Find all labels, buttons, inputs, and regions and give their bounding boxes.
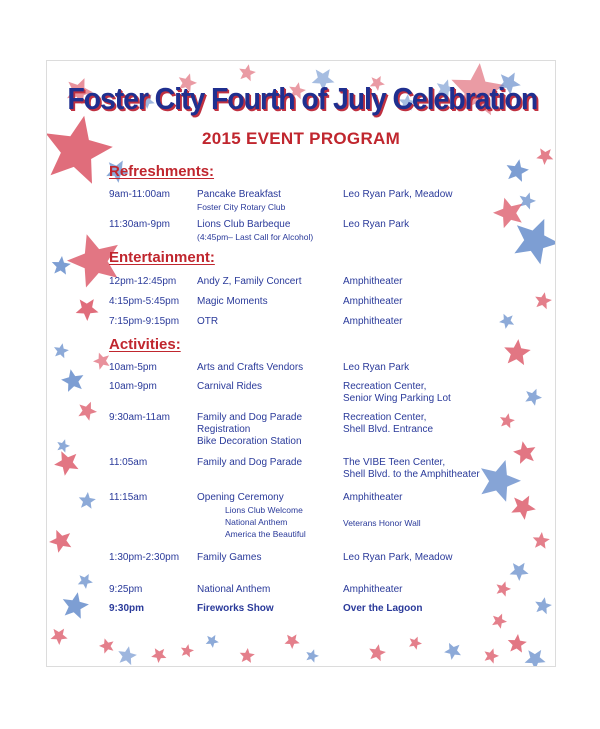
row-location-line: Recreation Center, (343, 381, 427, 392)
row-event-title: Opening Ceremony (197, 492, 284, 503)
page-title: Foster City Fourth of July Celebration (67, 81, 538, 116)
star-decoration (513, 441, 535, 464)
row-event: Andy Z, Family Concert (197, 276, 302, 287)
row-event: Family and Dog Parade (197, 457, 303, 468)
row-event-sub: National Anthem (225, 517, 288, 527)
star-decoration (54, 451, 78, 476)
row-time: 9:30pm (109, 603, 145, 614)
star-decoration (118, 646, 137, 665)
row-time: 4:15pm-5:45pm (109, 296, 180, 307)
star-decoration (500, 413, 515, 428)
star-decoration (79, 492, 96, 509)
row-time: 10am-9pm (109, 381, 157, 392)
star-decoration (306, 649, 319, 662)
star-decoration (444, 643, 461, 660)
row-time: 10am-5pm (109, 362, 157, 373)
star-decoration (369, 644, 386, 661)
star-decoration (47, 116, 113, 184)
star-decoration (508, 634, 527, 653)
star-decoration (497, 581, 512, 596)
row-location: Amphitheater (343, 296, 403, 307)
star-decoration (493, 198, 522, 228)
section-heading-entertainment: Entertainment: (109, 249, 215, 266)
program-page (46, 60, 556, 667)
star-decoration (525, 650, 546, 666)
star-decoration (520, 192, 536, 209)
star-decoration (511, 496, 536, 520)
row-location-sub: Veterans Honor Wall (343, 518, 421, 528)
row-time: 12pm-12:45pm (109, 276, 177, 287)
row-event: Family Games (197, 552, 262, 563)
row-time: 1:30pm-2:30pm (109, 552, 180, 563)
star-decoration (61, 369, 83, 392)
row-event (197, 492, 306, 540)
star-decoration (78, 402, 97, 421)
row-location: Amphitheater (343, 276, 403, 287)
star-decoration (57, 439, 70, 452)
row-location: Leo Ryan Park (343, 362, 410, 373)
star-decoration (481, 460, 521, 502)
star-decoration (54, 343, 69, 358)
row-location-line: The VIBE Teen Center, (343, 457, 446, 468)
row-time: 11:05am (109, 457, 148, 468)
star-decoration (93, 353, 110, 370)
star-decoration (206, 635, 219, 648)
section-heading-activities: Activities: (109, 336, 181, 353)
row-time: 9:30am-11am (109, 412, 170, 423)
page-subtitle: 2015 EVENT PROGRAM (201, 129, 401, 148)
star-decoration (76, 299, 99, 321)
row-location (343, 457, 480, 481)
row-location (343, 492, 421, 529)
star-decoration (525, 389, 542, 406)
row-event-line: Family and Dog Parade (197, 412, 303, 423)
row-location-line: Amphitheater (343, 492, 403, 503)
row-location-line: Senior Wing Parking Lot (343, 393, 451, 404)
row-event: National Anthem (197, 584, 271, 595)
row-time: 7:15pm-9:15pm (109, 316, 180, 327)
row-location-line: Shell Blvd. Entrance (343, 424, 434, 435)
star-decoration (514, 219, 555, 265)
row-event-sub: Lions Club Welcome (225, 505, 303, 515)
star-decoration (535, 597, 552, 614)
row-event-title: Pancake Breakfast (197, 189, 281, 200)
row-event-line: Registration (197, 424, 251, 435)
star-decoration (536, 148, 553, 165)
star-decoration (78, 574, 93, 589)
star-decoration (485, 648, 500, 663)
row-time: 9:25pm (109, 584, 143, 595)
row-event-line: Bike Decoration Station (197, 436, 302, 447)
row-event-sub: Foster City Rotary Club (197, 202, 286, 212)
star-decoration (151, 648, 166, 663)
row-time: 11:15am (109, 492, 148, 503)
row-event: Magic Moments (197, 296, 268, 307)
row-event: Carnival Rides (197, 381, 263, 392)
row-event-title: Lions Club Barbeque (197, 219, 291, 230)
star-decoration (285, 634, 300, 649)
star-decoration (507, 159, 529, 182)
row-location-line: Recreation Center, (343, 412, 427, 423)
star-decoration (492, 614, 507, 629)
star-decoration (535, 292, 552, 309)
star-decoration (181, 644, 194, 657)
row-location: Leo Ryan Park (343, 219, 410, 230)
star-decoration (409, 637, 422, 650)
row-event (197, 412, 302, 448)
row-location: Amphitheater (343, 584, 403, 595)
star-decoration (49, 530, 71, 553)
star-decoration (504, 339, 531, 365)
star-decoration (240, 648, 255, 663)
row-location (343, 381, 451, 405)
star-decoration (533, 532, 550, 549)
row-event (197, 219, 313, 243)
row-event: OTR (197, 316, 219, 327)
star-decoration (51, 629, 68, 645)
star-decoration (499, 314, 514, 329)
row-event-sub: America the Beautiful (225, 529, 306, 539)
star-decoration (510, 563, 529, 581)
row-location: Amphitheater (343, 316, 403, 327)
row-location: Leo Ryan Park, Meadow (343, 552, 453, 563)
row-location: Over the Lagoon (343, 603, 423, 614)
row-event: Fireworks Show (197, 603, 274, 614)
row-event (197, 189, 285, 213)
star-decoration (63, 592, 89, 618)
star-decoration (52, 256, 71, 275)
row-location: Leo Ryan Park, Meadow (343, 189, 453, 200)
row-event: Arts and Crafts Vendors (197, 362, 304, 373)
row-location (343, 412, 433, 436)
row-time: 11:30am-9pm (109, 219, 170, 230)
row-event-sub: (4:45pm– Last Call for Alcohol) (197, 232, 314, 242)
row-location-line: Shell Blvd. to the Amphitheater (343, 469, 480, 480)
star-decoration (239, 64, 256, 81)
section-heading-refreshments: Refreshments: (109, 163, 215, 180)
row-time: 9am-11:00am (109, 189, 170, 200)
star-decoration (99, 638, 114, 653)
